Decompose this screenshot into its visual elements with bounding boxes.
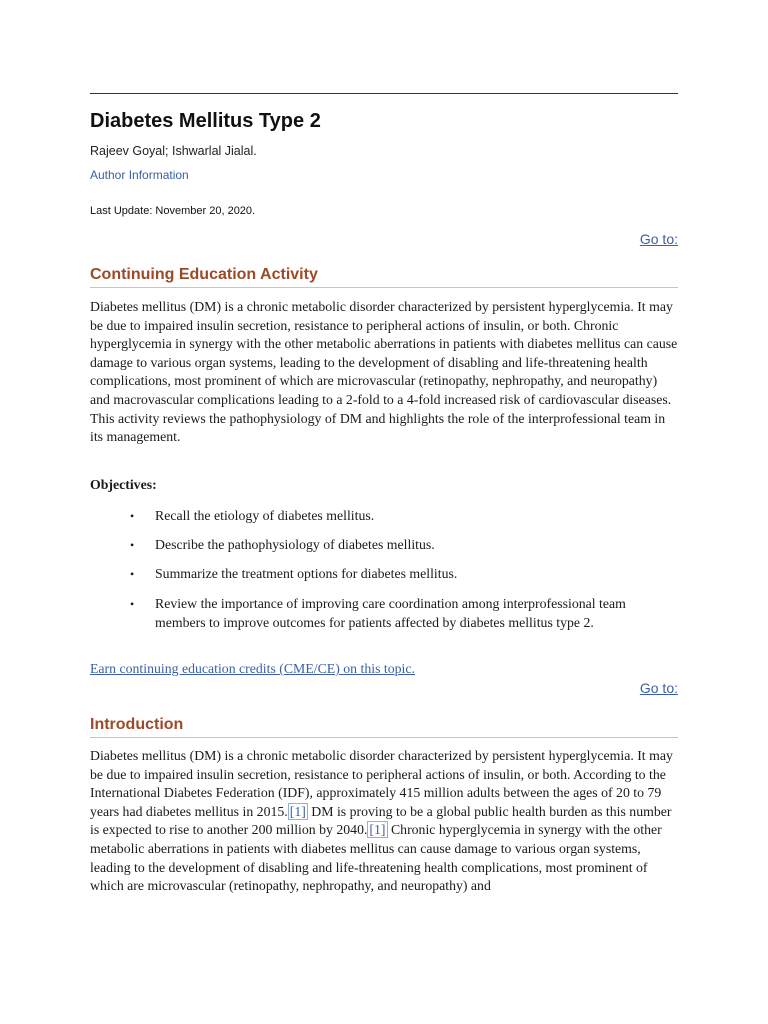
list-item — [90, 595, 678, 632]
objective-text: Summarize the treatment options for diabetes mellitus. — [155, 566, 458, 581]
goto-link-2[interactable]: Go to: — [639, 680, 678, 696]
top-divider — [90, 93, 678, 94]
objectives-label: Objectives: — [90, 477, 157, 492]
article-authors: Rajeev Goyal; Ishwarlal Jialal. — [90, 144, 257, 158]
introduction-text-part-1: Diabetes mellitus (DM) is a chronic metabolic disorder characterized by persistent hyperglycemia. It may be due to impaired insulin secretion, resistance to peripheral actions of insulin, or both. According to the International Diabetes Federation (IDF), approximately 415 million adults between the ages of 20 to 79 years had diabetes mellitus in 2015. — [90, 748, 673, 819]
author-information-link[interactable]: Author Information — [90, 168, 189, 182]
bullet-icon: • — [130, 538, 135, 552]
continuing-education-paragraph: Diabetes mellitus (DM) is a chronic metabolic disorder characterized by persistent hyperglycemia. It may be due to impaired insulin secretion, resistance to peripheral actions of insulin, or both. Chronic hyperglycemia in synergy with the other metabolic aberrations in patients with diabetes mellitus can cause damage to various organ systems, leading to the development of disabling and life-threatening health complications, most prominent of which are microvascular (retinopathy, nephropathy, and neuropathy) and macrovascular complications leading to a 2-fold to a 4-fold increased risk of cardiovascular diseases. This activity reviews the pathophysiology of DM and highlights the role of the interprofessional team in its management. — [90, 299, 678, 445]
cme-credits-link[interactable]: Earn continuing education credits (CME/CE) on this topic. — [90, 661, 415, 676]
objective-text: Recall the etiology of diabetes mellitus. — [155, 508, 375, 523]
reference-link-2[interactable]: [1] — [369, 822, 386, 838]
introduction-paragraph — [90, 747, 678, 896]
bullet-icon: • — [130, 509, 135, 523]
objective-text: Review the importance of improving care coordination among interprofessional team members to improve outcomes for patients affected by diabetes mellitus type 2. — [155, 596, 626, 630]
last-update-date: Last Update: November 20, 2020. — [90, 205, 256, 217]
goto-link-1[interactable]: Go to: — [639, 231, 678, 247]
section-heading-continuing-education: Continuing Education Activity — [90, 264, 678, 288]
reference-link-1[interactable]: [1] — [289, 803, 306, 819]
introduction-text-part-3: Chronic hyperglycemia in synergy with the other metabolic aberrations in patients with diabetes mellitus can cause damage to various organ systems, leading to the development of disabling and life-threatening health complications, most prominent of which are microvascular (retinopathy, nephropathy, and neuropathy) and — [90, 822, 662, 894]
introduction-text-part-2: DM is proving to be a global public health burden as this number is expected to rise to another 200 million by 2040. — [90, 803, 672, 838]
objective-text: Describe the pathophysiology of diabetes mellitus. — [155, 537, 435, 552]
list-item — [90, 536, 678, 555]
list-item — [90, 507, 678, 526]
section-heading-introduction: Introduction — [90, 714, 678, 738]
bullet-icon: • — [130, 597, 135, 611]
article-title: Diabetes Mellitus Type 2 — [90, 110, 321, 132]
list-item — [90, 565, 678, 584]
bullet-icon: • — [130, 567, 135, 581]
